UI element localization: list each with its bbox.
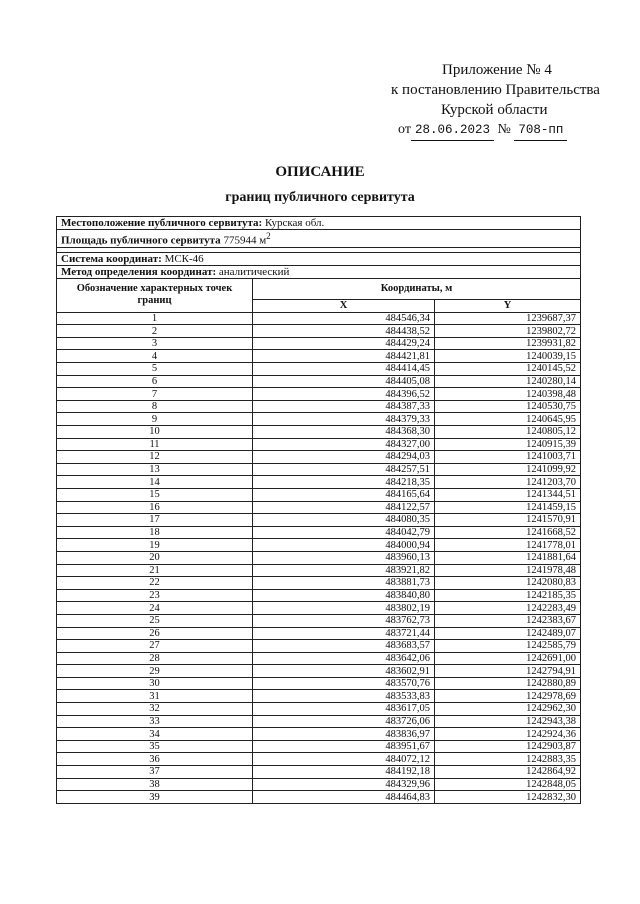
y-coordinate: 1241003,71 [435, 451, 581, 464]
point-number: 1 [57, 312, 253, 325]
y-coordinate: 1242962,30 [435, 703, 581, 716]
table-row [57, 463, 581, 476]
point-number: 26 [57, 627, 253, 640]
x-coordinate: 484414,45 [253, 363, 435, 376]
point-number: 10 [57, 426, 253, 439]
resolution-date: 28.06.2023 [411, 120, 494, 141]
y-coordinate: 1241778,01 [435, 539, 581, 552]
table-row [57, 665, 581, 678]
table-row [57, 325, 581, 338]
y-coordinate: 1240039,15 [435, 350, 581, 363]
point-number: 5 [57, 363, 253, 376]
appendix-resolution: к постановлению Правительства [391, 82, 600, 98]
table-row [57, 766, 581, 779]
column-header-coordinates: Координаты, м [253, 278, 581, 299]
x-coordinate: 484327,00 [253, 438, 435, 451]
point-number: 23 [57, 589, 253, 602]
point-number: 18 [57, 526, 253, 539]
document-title: ОПИСАНИЕ [275, 164, 365, 180]
y-coordinate: 1242978,69 [435, 690, 581, 703]
point-number: 39 [57, 791, 253, 804]
y-coordinate: 1242883,35 [435, 753, 581, 766]
point-number: 7 [57, 388, 253, 401]
y-coordinate: 1242880,89 [435, 677, 581, 690]
table-row [57, 476, 581, 489]
point-number: 34 [57, 728, 253, 741]
table-row [57, 312, 581, 325]
x-coordinate: 483570,76 [253, 677, 435, 690]
point-number: 15 [57, 488, 253, 501]
x-coordinate: 484080,35 [253, 514, 435, 527]
point-number: 11 [57, 438, 253, 451]
point-number: 19 [57, 539, 253, 552]
x-coordinate: 484218,35 [253, 476, 435, 489]
location-value: Курская обл. [264, 217, 325, 229]
document-header [380, 60, 620, 141]
y-coordinate: 1240645,95 [435, 413, 581, 426]
table-row [57, 539, 581, 552]
y-coordinate: 1242864,92 [435, 766, 581, 779]
point-number: 8 [57, 400, 253, 413]
y-coordinate: 1240145,52 [435, 363, 581, 376]
table-row [57, 363, 581, 376]
table-row [57, 388, 581, 401]
table-row [57, 551, 581, 564]
appendix-date-line [380, 120, 620, 141]
servitude-info [57, 217, 581, 279]
table-row [57, 350, 581, 363]
table-row [57, 514, 581, 527]
x-coordinate: 483836,97 [253, 728, 435, 741]
table-row [57, 690, 581, 703]
y-coordinate: 1242943,38 [435, 715, 581, 728]
point-number: 32 [57, 703, 253, 716]
y-coordinate: 1242794,91 [435, 665, 581, 678]
table-row [57, 652, 581, 665]
x-coordinate: 483881,73 [253, 577, 435, 590]
x-coordinate: 484042,79 [253, 526, 435, 539]
y-coordinate: 1240530,75 [435, 400, 581, 413]
x-coordinate: 484072,12 [253, 753, 435, 766]
x-coordinate: 484405,08 [253, 375, 435, 388]
x-coordinate: 483642,06 [253, 652, 435, 665]
y-coordinate: 1242185,35 [435, 589, 581, 602]
table-row [57, 614, 581, 627]
y-coordinate: 1241881,64 [435, 551, 581, 564]
x-coordinate: 484429,24 [253, 337, 435, 350]
table-row [57, 677, 581, 690]
table-row [57, 602, 581, 615]
table-row [57, 753, 581, 766]
document-subtitle: границ публичного сервитута [225, 190, 415, 205]
point-number: 4 [57, 350, 253, 363]
y-coordinate: 1241344,51 [435, 488, 581, 501]
x-coordinate: 484464,83 [253, 791, 435, 804]
table-row [57, 715, 581, 728]
appendix-region: Курской области [441, 102, 548, 118]
y-coordinate: 1241459,15 [435, 501, 581, 514]
table-row [57, 791, 581, 804]
x-coordinate: 484122,57 [253, 501, 435, 514]
area-unit-exponent: 2 [266, 231, 271, 241]
point-number: 2 [57, 325, 253, 338]
table-row [57, 488, 581, 501]
table-row [57, 501, 581, 514]
y-coordinate: 1239687,37 [435, 312, 581, 325]
table-row [57, 577, 581, 590]
point-number: 20 [57, 551, 253, 564]
area-unit: м [259, 234, 267, 247]
x-coordinate: 483721,44 [253, 627, 435, 640]
table-row [57, 426, 581, 439]
y-coordinate: 1241668,52 [435, 526, 581, 539]
y-coordinate: 1241570,91 [435, 514, 581, 527]
y-coordinate: 1240398,48 [435, 388, 581, 401]
x-coordinate: 484438,52 [253, 325, 435, 338]
y-coordinate: 1242848,05 [435, 778, 581, 791]
point-number: 22 [57, 577, 253, 590]
table-row [57, 526, 581, 539]
table-row [57, 728, 581, 741]
y-coordinate: 1242691,00 [435, 652, 581, 665]
table-row [57, 589, 581, 602]
point-number: 30 [57, 677, 253, 690]
point-number: 31 [57, 690, 253, 703]
y-coordinate: 1242832,30 [435, 791, 581, 804]
coordinates-table [56, 216, 581, 804]
x-coordinate: 483683,57 [253, 640, 435, 653]
y-coordinate: 1241099,92 [435, 463, 581, 476]
table-row [57, 627, 581, 640]
table-row [57, 438, 581, 451]
x-coordinate: 483951,67 [253, 740, 435, 753]
table-row [57, 413, 581, 426]
y-coordinate: 1242283,49 [435, 602, 581, 615]
column-header-point: Обозначение характерных точек границ [57, 278, 253, 312]
point-number: 33 [57, 715, 253, 728]
table-row [57, 451, 581, 464]
y-coordinate: 1240280,14 [435, 375, 581, 388]
point-number: 6 [57, 375, 253, 388]
point-number: 24 [57, 602, 253, 615]
column-header-y: Y [435, 299, 581, 312]
y-coordinate: 1242080,83 [435, 577, 581, 590]
system-label: Система координат: [61, 252, 162, 265]
table-row [57, 703, 581, 716]
point-number: 37 [57, 766, 253, 779]
x-coordinate: 484396,52 [253, 388, 435, 401]
point-number: 29 [57, 665, 253, 678]
table-row [57, 740, 581, 753]
point-number: 9 [57, 413, 253, 426]
y-coordinate: 1242585,79 [435, 640, 581, 653]
x-coordinate: 484165,64 [253, 488, 435, 501]
location-label: Местоположение публичного сервитута: [61, 217, 263, 229]
x-coordinate: 484368,30 [253, 426, 435, 439]
table-row [57, 375, 581, 388]
appendix-number: Приложение № 4 [442, 62, 552, 78]
table-row [57, 564, 581, 577]
point-number: 28 [57, 652, 253, 665]
table-row [57, 640, 581, 653]
x-coordinate: 484294,03 [253, 451, 435, 464]
x-coordinate: 483726,06 [253, 715, 435, 728]
x-coordinate: 483762,73 [253, 614, 435, 627]
x-coordinate: 483533,83 [253, 690, 435, 703]
x-coordinate: 483602,91 [253, 665, 435, 678]
y-coordinate: 1240805,12 [435, 426, 581, 439]
point-number: 35 [57, 740, 253, 753]
x-coordinate: 484421,81 [253, 350, 435, 363]
method-label: Метод определения координат: [61, 265, 217, 278]
area-label: Площадь публичного сервитута [61, 234, 221, 247]
column-header-x: X [253, 299, 435, 312]
table-row [57, 778, 581, 791]
y-coordinate: 1239931,82 [435, 337, 581, 350]
y-coordinate: 1242924,36 [435, 728, 581, 741]
x-coordinate: 483921,82 [253, 564, 435, 577]
location-row [57, 217, 581, 230]
point-number: 36 [57, 753, 253, 766]
table-row [57, 337, 581, 350]
y-coordinate: 1241203,70 [435, 476, 581, 489]
y-coordinate: 1241978,48 [435, 564, 581, 577]
method-row [57, 265, 581, 278]
coordinate-rows [57, 312, 581, 803]
y-coordinate: 1239802,72 [435, 325, 581, 338]
x-coordinate: 484379,33 [253, 413, 435, 426]
point-number: 27 [57, 640, 253, 653]
x-coordinate: 484387,33 [253, 400, 435, 413]
x-coordinate: 484546,34 [253, 312, 435, 325]
table-header [57, 278, 581, 312]
point-number: 38 [57, 778, 253, 791]
point-number: 14 [57, 476, 253, 489]
x-coordinate: 484329,96 [253, 778, 435, 791]
y-coordinate: 1242383,67 [435, 614, 581, 627]
x-coordinate: 484257,51 [253, 463, 435, 476]
point-number: 25 [57, 614, 253, 627]
y-coordinate: 1240915,39 [435, 438, 581, 451]
point-number: 16 [57, 501, 253, 514]
date-prefix: от [398, 122, 411, 137]
table-row [57, 400, 581, 413]
point-number: 12 [57, 451, 253, 464]
x-coordinate: 483617,05 [253, 703, 435, 716]
x-coordinate: 483960,13 [253, 551, 435, 564]
resolution-number: 708-пп [514, 120, 567, 141]
point-number: 17 [57, 514, 253, 527]
method-value: аналитический [218, 265, 290, 278]
x-coordinate: 483802,19 [253, 602, 435, 615]
area-row [57, 230, 581, 248]
system-value: МСК-46 [164, 252, 204, 265]
area-value: 775944 [223, 234, 257, 247]
x-coordinate: 484192,18 [253, 766, 435, 779]
point-number: 3 [57, 337, 253, 350]
y-coordinate: 1242903,87 [435, 740, 581, 753]
number-prefix: № [497, 122, 511, 137]
system-row [57, 252, 581, 265]
x-coordinate: 484000,94 [253, 539, 435, 552]
x-coordinate: 483840,80 [253, 589, 435, 602]
point-number: 13 [57, 463, 253, 476]
y-coordinate: 1242489,07 [435, 627, 581, 640]
point-number: 21 [57, 564, 253, 577]
